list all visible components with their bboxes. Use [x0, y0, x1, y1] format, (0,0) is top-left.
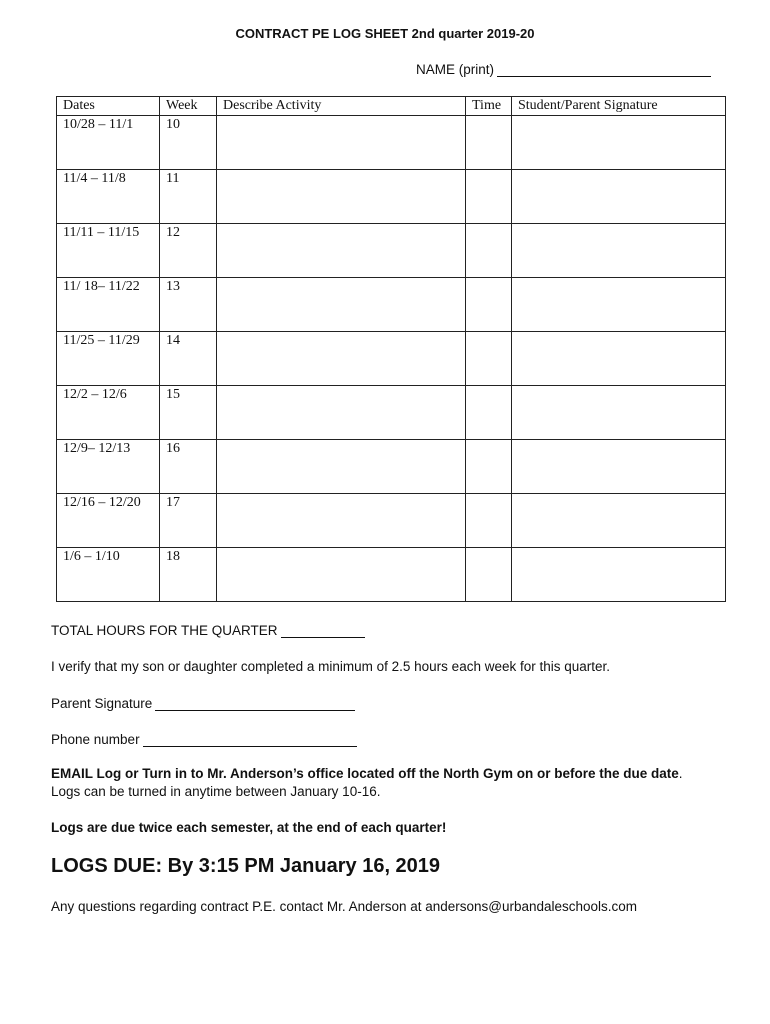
- cell-dates: 12/9– 12/13: [57, 440, 160, 494]
- total-hours-field: [51, 623, 365, 638]
- cell-time[interactable]: [466, 548, 512, 602]
- log-table-header-row: [57, 97, 726, 116]
- cell-activity[interactable]: [217, 386, 466, 440]
- cell-dates: 11/ 18– 11/22: [57, 278, 160, 332]
- email-instruction-rest: . Logs can be turned in anytime between January 10-16.: [51, 766, 683, 799]
- table-row: [57, 170, 726, 224]
- due-date-headline: LOGS DUE: By 3:15 PM January 16, 2019: [51, 855, 441, 877]
- cell-dates: 12/2 – 12/6: [57, 386, 160, 440]
- cell-week: 14: [160, 332, 217, 386]
- header-activity: Describe Activity: [217, 97, 466, 116]
- cell-week: 13: [160, 278, 217, 332]
- parent-signature-blank[interactable]: [155, 697, 355, 711]
- cell-week: 15: [160, 386, 217, 440]
- cell-time[interactable]: [466, 116, 512, 170]
- cell-activity[interactable]: [217, 440, 466, 494]
- phone-number-field: [51, 732, 357, 747]
- cell-activity[interactable]: [217, 224, 466, 278]
- cell-time[interactable]: [466, 440, 512, 494]
- header-dates: Dates: [57, 97, 160, 116]
- phone-number-blank[interactable]: [143, 733, 357, 747]
- cell-dates: 10/28 – 11/1: [57, 116, 160, 170]
- questions-note: Any questions regarding contract P.E. contact Mr. Anderson at andersons@urbandaleschools.com: [51, 899, 638, 914]
- email-instruction-bold: EMAIL Log or Turn in to Mr. Anderson’s office located off the North Gym on or before the due date: [51, 766, 679, 781]
- cell-activity[interactable]: [217, 278, 466, 332]
- cell-week: 12: [160, 224, 217, 278]
- log-table: [56, 96, 726, 602]
- total-hours-blank[interactable]: [281, 624, 365, 638]
- cell-activity[interactable]: [217, 494, 466, 548]
- cell-dates: 1/6 – 1/10: [57, 548, 160, 602]
- table-row: [57, 386, 726, 440]
- table-row: [57, 332, 726, 386]
- header-signature: Student/Parent Signature: [512, 97, 726, 116]
- cell-signature[interactable]: [512, 494, 726, 548]
- table-row: [57, 224, 726, 278]
- phone-number-label: Phone number: [51, 732, 140, 747]
- cell-week: 18: [160, 548, 217, 602]
- name-print-label: NAME (print): [416, 62, 495, 77]
- cell-time[interactable]: [466, 224, 512, 278]
- header-time: Time: [466, 97, 512, 116]
- cell-dates: 12/16 – 12/20: [57, 494, 160, 548]
- cell-dates: 11/25 – 11/29: [57, 332, 160, 386]
- table-row: [57, 116, 726, 170]
- parent-signature-field: [51, 696, 355, 711]
- cell-signature[interactable]: [512, 116, 726, 170]
- cell-activity[interactable]: [217, 116, 466, 170]
- email-instructions: [51, 765, 711, 801]
- parent-signature-label: Parent Signature: [51, 696, 153, 711]
- table-row: [57, 440, 726, 494]
- cell-week: 11: [160, 170, 217, 224]
- cell-time[interactable]: [466, 494, 512, 548]
- cell-time[interactable]: [466, 170, 512, 224]
- verify-statement: I verify that my son or daughter completed a minimum of 2.5 hours each week for this quarter.: [51, 659, 611, 674]
- due-twice-note: Logs are due twice each semester, at the end of each quarter!: [51, 820, 447, 835]
- cell-dates: 11/4 – 11/8: [57, 170, 160, 224]
- table-row: [57, 548, 726, 602]
- table-row: [57, 278, 726, 332]
- cell-signature[interactable]: [512, 548, 726, 602]
- cell-activity[interactable]: [217, 170, 466, 224]
- cell-signature[interactable]: [512, 278, 726, 332]
- cell-signature[interactable]: [512, 332, 726, 386]
- name-print-field: [416, 62, 711, 77]
- header-week: Week: [160, 97, 217, 116]
- cell-time[interactable]: [466, 386, 512, 440]
- cell-signature[interactable]: [512, 386, 726, 440]
- cell-signature[interactable]: [512, 170, 726, 224]
- total-hours-label: TOTAL HOURS FOR THE QUARTER: [51, 623, 278, 638]
- cell-signature[interactable]: [512, 224, 726, 278]
- cell-activity[interactable]: [217, 332, 466, 386]
- cell-week: 10: [160, 116, 217, 170]
- cell-time[interactable]: [466, 332, 512, 386]
- table-row: [57, 494, 726, 548]
- cell-signature[interactable]: [512, 440, 726, 494]
- cell-week: 16: [160, 440, 217, 494]
- cell-dates: 11/11 – 11/15: [57, 224, 160, 278]
- cell-activity[interactable]: [217, 548, 466, 602]
- cell-time[interactable]: [466, 278, 512, 332]
- document-title: CONTRACT PE LOG SHEET 2nd quarter 2019-20: [235, 26, 535, 41]
- name-print-blank[interactable]: [497, 62, 711, 77]
- cell-week: 17: [160, 494, 217, 548]
